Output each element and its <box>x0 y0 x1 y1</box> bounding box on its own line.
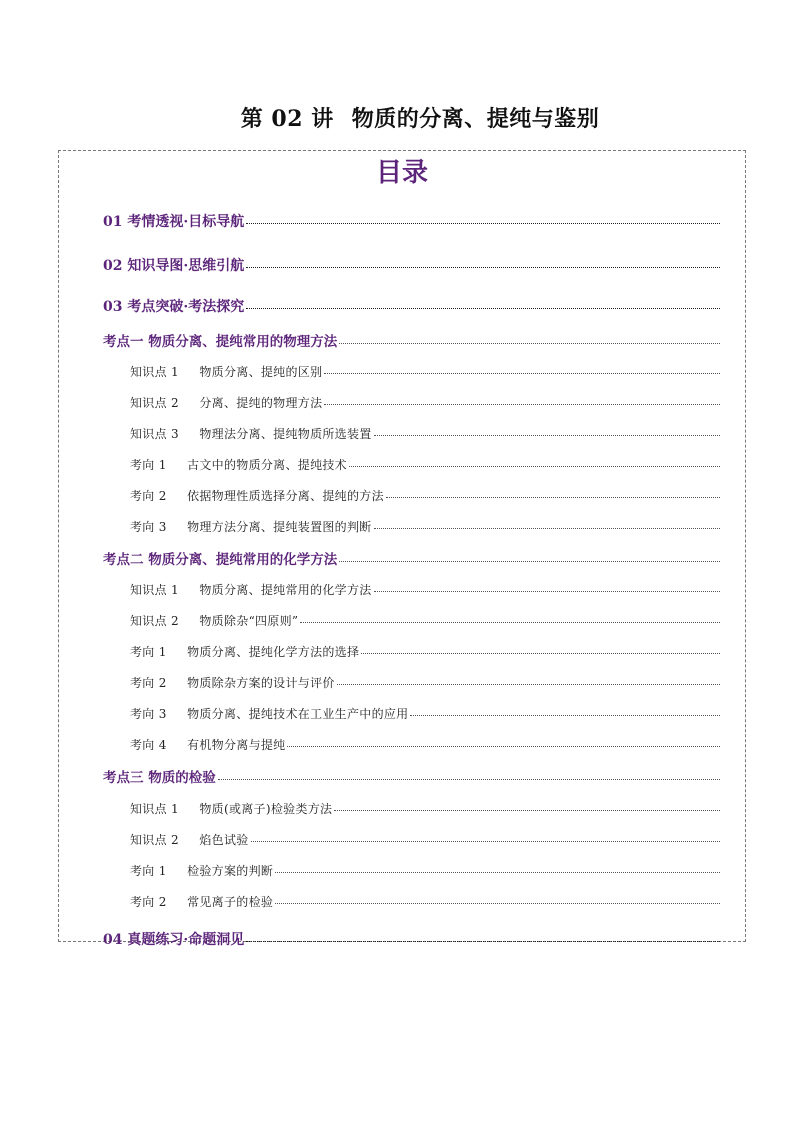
toc-section-04[interactable] <box>0 929 794 949</box>
toc-item-label: 考向 2 依据物理性质选择分离、提纯的方法 <box>130 489 384 503</box>
toc-item-label: 知识点 2 焰色试验 <box>130 833 249 847</box>
dot-leader <box>334 809 720 811</box>
toc-section-label: 04 真题练习·命题洞见 <box>103 932 245 948</box>
toc-item[interactable] <box>0 736 794 753</box>
toc-item-label: 考向 1 检验方案的判断 <box>130 864 274 878</box>
toc-item[interactable] <box>0 862 794 879</box>
toc-section-03[interactable] <box>0 296 794 316</box>
toc-kaodian-1[interactable] <box>0 330 794 350</box>
dot-leader <box>349 465 720 467</box>
toc-kaodian-2[interactable] <box>0 548 794 568</box>
toc-kaodian-title: 考点二 物质分离、提纯常用的化学方法 <box>103 552 338 568</box>
toc-item[interactable] <box>0 487 794 504</box>
dot-leader <box>339 342 720 344</box>
toc-item[interactable] <box>0 581 794 598</box>
toc-item-label: 知识点 1 物质(或离子)检验类方法 <box>130 802 333 816</box>
dot-leader <box>324 403 720 405</box>
dot-leader <box>246 222 720 224</box>
dot-leader <box>287 745 720 747</box>
dot-leader <box>275 902 720 904</box>
toc-item[interactable] <box>0 456 794 473</box>
dot-leader <box>374 590 720 592</box>
toc-item-label: 考向 2 物质除杂方案的设计与评价 <box>130 676 335 690</box>
toc-item[interactable] <box>0 518 794 535</box>
dot-leader <box>386 496 720 498</box>
toc-section-label: 01 考情透视·目标导航 <box>103 214 245 230</box>
toc-item[interactable] <box>0 893 794 910</box>
toc-item-label: 考向 1 物质分离、提纯化学方法的选择 <box>130 645 360 659</box>
dot-leader <box>410 714 720 716</box>
toc-item-label: 知识点 1 物质分离、提纯的区别 <box>130 365 323 379</box>
toc-kaodian-3[interactable] <box>0 766 794 786</box>
toc-section-label: 03 考点突破·考法探究 <box>103 299 245 315</box>
document-title <box>0 102 794 133</box>
dot-leader <box>339 560 720 562</box>
dot-leader <box>246 307 720 309</box>
dot-leader <box>374 527 720 529</box>
toc-item-label: 知识点 2 物质除杂“四原则” <box>130 614 299 628</box>
toc-item-label: 考向 2 常见离子的检验 <box>130 895 274 909</box>
toc-item[interactable] <box>0 831 794 848</box>
dot-leader <box>251 840 720 842</box>
toc-kaodian-title: 考点一 物质分离、提纯常用的物理方法 <box>103 334 338 350</box>
toc-section-01[interactable] <box>0 211 794 231</box>
toc-item[interactable] <box>0 643 794 660</box>
toc-item-label: 考向 4 有机物分离与提纯 <box>130 738 286 752</box>
toc-item-label: 知识点 3 物理法分离、提纯物质所选装置 <box>130 427 372 441</box>
dot-leader <box>337 683 720 685</box>
dot-leader <box>218 778 720 780</box>
toc-item[interactable] <box>0 612 794 629</box>
toc-item-label: 知识点 2 分离、提纯的物理方法 <box>130 396 323 410</box>
lecture-topic: 物质的分离、提纯与鉴别 <box>351 106 600 132</box>
toc-item-label: 考向 1 古文中的物质分离、提纯技术 <box>130 458 347 472</box>
dot-leader <box>246 940 720 942</box>
dot-leader <box>300 621 720 623</box>
lecture-number: 第 02 讲 <box>240 106 334 132</box>
toc-item[interactable] <box>0 674 794 691</box>
toc-section-label: 02 知识导图·思维引航 <box>103 258 245 274</box>
toc-item[interactable] <box>0 800 794 817</box>
toc-item[interactable] <box>0 394 794 411</box>
toc-item[interactable] <box>0 425 794 442</box>
toc-item-label: 考向 3 物质分离、提纯技术在工业生产中的应用 <box>130 707 409 721</box>
toc-section-02[interactable] <box>0 255 794 275</box>
toc-kaodian-title: 考点三 物质的检验 <box>103 770 216 786</box>
dot-leader <box>374 434 720 436</box>
dot-leader <box>361 652 720 654</box>
dot-leader <box>275 871 720 873</box>
toc-item-label: 知识点 1 物质分离、提纯常用的化学方法 <box>130 583 372 597</box>
toc-item[interactable] <box>0 705 794 722</box>
dot-leader <box>246 266 720 268</box>
toc-item[interactable] <box>0 363 794 380</box>
dot-leader <box>324 372 720 374</box>
toc-item-label: 考向 3 物理方法分离、提纯装置图的判断 <box>130 520 372 534</box>
toc-heading: 目录 <box>375 158 428 188</box>
